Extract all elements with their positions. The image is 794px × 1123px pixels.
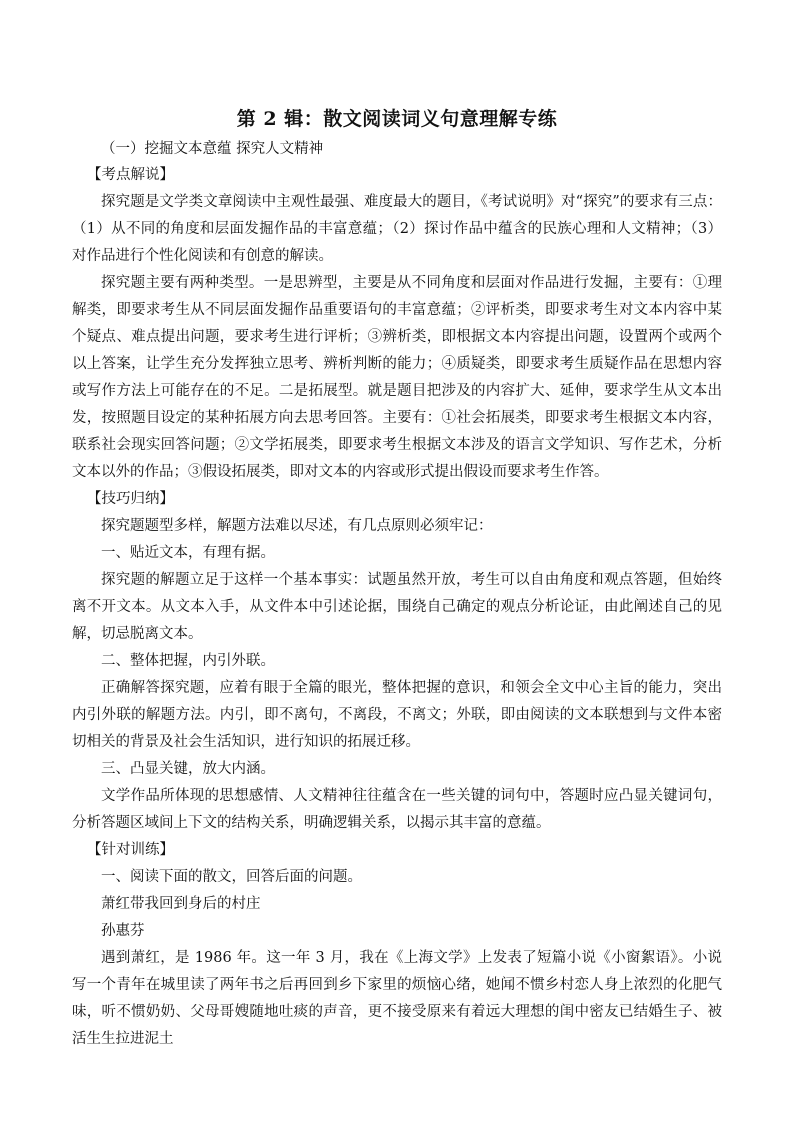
essay-author: 孙惠芬 (101, 923, 145, 939)
section-heading: （一）挖掘文本意蕴 探究人文精神 (101, 141, 324, 157)
principle-body-1: 探究题的解题立足于这样一个基本事实：试题虽然开放，考生可以自由角度和观点答题，但始终离不开文本。从文本入手，从文件本中引述论据，围绕自己确定的观点分析论证，由此阐述自己的见解，切忌脱离文本。 (72, 572, 722, 642)
document-title: 第 2 辑：散文阅读词义句意理解专练 (236, 108, 558, 130)
paragraph-kaodian-1: 探究题是文学类文章阅读中主观性最强、难度最大的题目，《考试说明》对“探究”的要求有三点：（1）从不同的角度和层面发掘作品的丰富意蕴；（2）探讨作品中蕴含的民族心理和人文精神；（3）对作品进行个性化阅读和有创意的解读。 (72, 194, 722, 264)
principle-heading-2: 二、整体把握，内引外联。 (101, 653, 275, 669)
paragraph-kaodian-2: 探究题主要有两种类型。一是思辨型，主要是从不同角度和层面对作品进行发掘，主要有：①理解类，即要求考生从不同层面发掘作品重要语句的丰富意蕴；②评析类，即要求考生对文本内容中某个疑点、难点提出问题，要求考生进行评析；③辨析类，即根据文本内容提出问题，设置两个或两个以上答案，让学生充分发挥独立思考、辨析判断的能力；④质疑类，即要求考生质疑作品在思想内容或写作方法上可能存在的不足。二是拓展型。就是题目把涉及的内容扩大、延伸，要求学生从文本出发，按照题目设定的某种拓展方向去思考回答。主要有：①社会拓展类，即要求考生根据文本内容，联系社会现实回答问题；②文学拓展类，即要求考生根据文本涉及的语言文学知识、写作艺术，分析文本以外的作品；③假设拓展类，即对文本的内容或形式提出假设而要求考生作答。 (72, 275, 722, 480)
jiqiao-label: 【技巧归纳】 (87, 491, 174, 507)
kaodian-label: 【考点解说】 (87, 167, 174, 183)
xunlian-instruction: 一、阅读下面的散文，回答后面的问题。 (101, 869, 362, 885)
xunlian-label: 【针对训练】 (87, 842, 174, 858)
essay-opening: 遇到萧红，是 1986 年。这一年 3 月，我在《上海文学》上发表了短篇小说《小窗絮语》。小说写一个青年在城里读了两年书之后再回到乡下家里的烦恼心绪，她闻不惯乡村恋人身上浓烈的化肥气味，听不惯奶奶、父母哥嫂随地吐痰的声音，更不接受原来有着远大理想的闺中密友已结婚生子、被活生生拉进泥土 (72, 950, 722, 1047)
paragraph-jiqiao-intro: 探究题题型多样，解题方法难以尽述，有几点原则必须牢记： (101, 518, 493, 534)
principle-heading-3: 三、凸显关键，放大内涵。 (101, 761, 275, 777)
principle-heading-1: 一、贴近文本，有理有据。 (101, 545, 275, 561)
essay-title: 萧红带我回到身后的村庄 (101, 896, 261, 912)
principle-body-3: 文学作品所体现的思想感情、人文精神往往蕴含在一些关键的词句中，答题时应凸显关键词句，分析答题区域间上下文的结构关系，明确逻辑关系，以揭示其丰富的意蕴。 (72, 788, 722, 831)
principle-body-2: 正确解答探究题，应着有眼于全篇的眼光，整体把握的意识，和领会全文中心主旨的能力，突出内引外联的解题方法。内引，即不离句，不离段，不离文；外联，即由阅读的文本联想到与文件本密切相关的背景及社会生活知识，进行知识的拓展迁移。 (72, 680, 722, 750)
